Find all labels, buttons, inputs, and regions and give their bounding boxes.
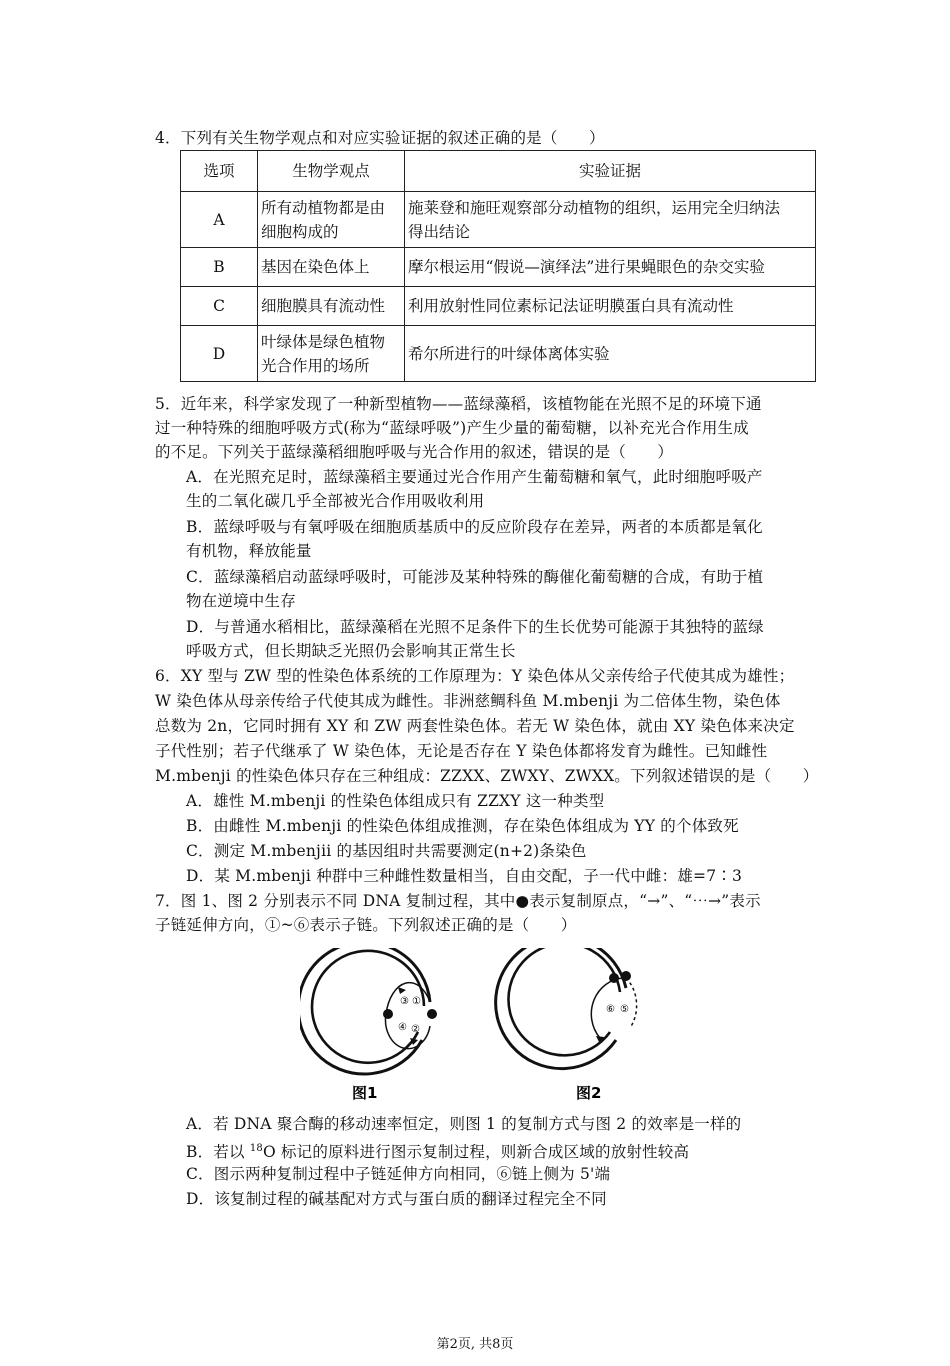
- fig1-origin-right: [427, 1009, 437, 1019]
- q5-option-d-cont: 呼吸方式，但长期缺乏光照仍会影响其正常生长: [186, 642, 516, 660]
- q5-option-a-cont: 生的二氧化碳几乎全部被光合作用吸收利用: [186, 492, 485, 510]
- row-option: B: [181, 248, 258, 287]
- row-evidence: [405, 192, 816, 248]
- fig2-origin-left: [609, 973, 619, 983]
- q6-option-d: D．某 M.mbenji 种群中三种雌性数量相当，自由交配，子一代中雌：雄=7∶3: [186, 867, 743, 885]
- q5-option-b: B．蓝绿呼吸与有氧呼吸在细胞质基质中的反应阶段存在差异，两者的本质都是氧化: [186, 518, 763, 536]
- q7-stem-line: 7．图 1、图 2 分别表示不同 DNA 复制过程，其中●表示复制原点，“→”、“⋯→”表示: [155, 892, 761, 910]
- q6-option-b: B．由雌性 M.mbenji 的性染色体组成推测，存在染色体组成为 YY 的个体致死: [186, 817, 739, 835]
- row-view: [258, 192, 405, 248]
- table-row: [181, 192, 816, 248]
- row-evidence-line: 得出结论: [408, 222, 471, 241]
- row-view: 基因在染色体上: [258, 248, 405, 287]
- q6-option-c: C．测定 M.mbenjii 的基因组时共需要测定(n+2)条染色: [186, 842, 587, 860]
- header-view: 生物学观点: [258, 151, 405, 192]
- row-view-line: 光合作用的场所: [261, 356, 370, 375]
- dna-replication-figure: [300, 948, 660, 1108]
- q6-stem-line: M.mbenji 的性染色体只存在三种组成：ZZXX、ZWXY、ZWXX。下列叙述错误的是（ ）: [155, 767, 819, 785]
- fig1-label: 图1: [352, 1084, 378, 1102]
- q7-option-a: A．若 DNA 聚合酶的移动速率恒定，则图 1 的复制方式与图 2 的效率是一样的: [186, 1115, 742, 1133]
- fig2-new-strand-right: [626, 978, 637, 1028]
- row-evidence: 利用放射性同位素标记法证明膜蛋白具有流动性: [405, 287, 816, 326]
- q7-option-b-pre: B．若以: [186, 1143, 250, 1162]
- q7-option-c: C．图示两种复制过程中子链延伸方向相同，⑥链上侧为 5'端: [186, 1165, 611, 1183]
- figure-1-diagram: [300, 948, 437, 1102]
- fig1-strand-mark: ③: [400, 996, 409, 1007]
- q5-option-c-cont: 物在逆境中生存: [186, 592, 296, 610]
- q4-table: [180, 150, 816, 382]
- fig2-inner-strand: [508, 948, 620, 1055]
- row-view-line: 细胞构成的: [261, 222, 339, 241]
- q5-stem-line: 过一种特殊的细胞呼吸方式(称为“蓝绿呼吸”)产生少量的葡萄糖，以补充光合作用生成: [155, 419, 749, 437]
- q7-option-b-superscript: 18: [249, 1143, 263, 1154]
- q4-stem: 4．下列有关生物学观点和对应实验证据的叙述正确的是（ ）: [155, 129, 605, 147]
- q5-stem-line: 5．近年来，科学家发现了一种新型植物——蓝绿藻稻，该植物能在光照不足的环境下通: [155, 395, 762, 413]
- fig1-strand-mark: ④: [398, 1022, 407, 1033]
- fig2-strand-mark: ⑥: [606, 1004, 615, 1015]
- fig1-outer-strand: [300, 948, 430, 1074]
- fig2-origin-right: [621, 971, 631, 981]
- table-row: [181, 287, 816, 326]
- page-footer: 第2页, 共8页: [436, 1337, 514, 1352]
- header-option: 选项: [181, 151, 258, 192]
- row-view: [258, 326, 405, 382]
- row-view-line: 所有动植物都是由: [261, 198, 386, 217]
- row-option: A: [181, 192, 258, 248]
- q5-option-a: A．在光照充足时，蓝绿藻稻主要通过光合作用产生葡萄糖和氧气，此时细胞呼吸产: [186, 468, 763, 486]
- q5-option-d: D．与普通水稻相比，蓝绿藻稻在光照不足条件下的生长优势可能源于其独特的蓝绿: [186, 618, 764, 636]
- q6-stem-line: W 染色体从母亲传给子代使其成为雌性。非洲慈鲷科鱼 M.mbenji 为二倍体生物，染色体: [155, 692, 781, 710]
- row-view-line: 叶绿体是绿色植物: [261, 332, 386, 351]
- row-view: 细胞膜具有流动性: [258, 287, 405, 326]
- table-row: [181, 326, 816, 382]
- q7-option-d: D．该复制过程的碱基配对方式与蛋白质的翻译过程完全不同: [186, 1190, 607, 1208]
- q7-option-b: [186, 1137, 689, 1164]
- fig1-arrow-up: [398, 987, 406, 994]
- figure-2-diagram: [496, 948, 637, 1102]
- fig1-strand-mark: ②: [411, 1024, 420, 1035]
- q5-option-c: C．蓝绿藻稻启动蓝绿呼吸时，可能涉及某种特殊的酶催化葡萄糖的合成，有助于植: [186, 568, 764, 586]
- header-evidence: 实验证据: [405, 151, 816, 192]
- table-row: [181, 248, 816, 287]
- q5-stem-line: 的不足。下列关于蓝绿藻稻细胞呼吸与光合作用的叙述，错误的是（ ）: [155, 443, 674, 461]
- row-option: C: [181, 287, 258, 326]
- q5-option-b-cont: 有机物，释放能量: [186, 542, 312, 560]
- fig2-strand-mark: ⑤: [620, 1004, 629, 1015]
- fig1-strand-mark: ①: [412, 996, 421, 1007]
- q7-option-b-post: O 标记的原料进行图示复制过程，则新合成区域的放射性较高: [262, 1143, 690, 1162]
- row-evidence-line: 施莱登和施旺观察部分动植物的组织，运用完全归纳法: [408, 198, 781, 217]
- row-evidence: 摩尔根运用“假说—演绎法”进行果蝇眼色的杂交实验: [405, 248, 816, 287]
- table-header-row: [181, 151, 816, 192]
- row-evidence: 希尔所进行的叶绿体离体实验: [405, 326, 816, 382]
- row-option: D: [181, 326, 258, 382]
- fig1-lower-new-strand: [386, 1014, 430, 1049]
- q6-stem-line: 子代性别；若子代继承了 W 染色体，无论是否存在 Y 染色体都将发育为雌性。已知雌性: [155, 742, 768, 760]
- q6-stem-line: 总数为 2n，它同时拥有 XY 和 ZW 两套性染色体。若无 W 染色体，就由 XY 染色体来决定: [155, 717, 795, 735]
- fig2-label: 图2: [576, 1084, 602, 1102]
- q6-option-a: A．雄性 M.mbenji 的性染色体组成只有 ZZXY 这一种类型: [186, 792, 605, 810]
- q7-stem-line: 子链延伸方向，①~⑥表示子链。下列叙述正确的是（ ）: [155, 916, 577, 934]
- q6-stem-line: 6．XY 型与 ZW 型的性染色体系统的工作原理为：Y 染色体从父亲传给子代使其成为雄性；: [155, 667, 795, 685]
- fig1-origin-left: [383, 1009, 393, 1019]
